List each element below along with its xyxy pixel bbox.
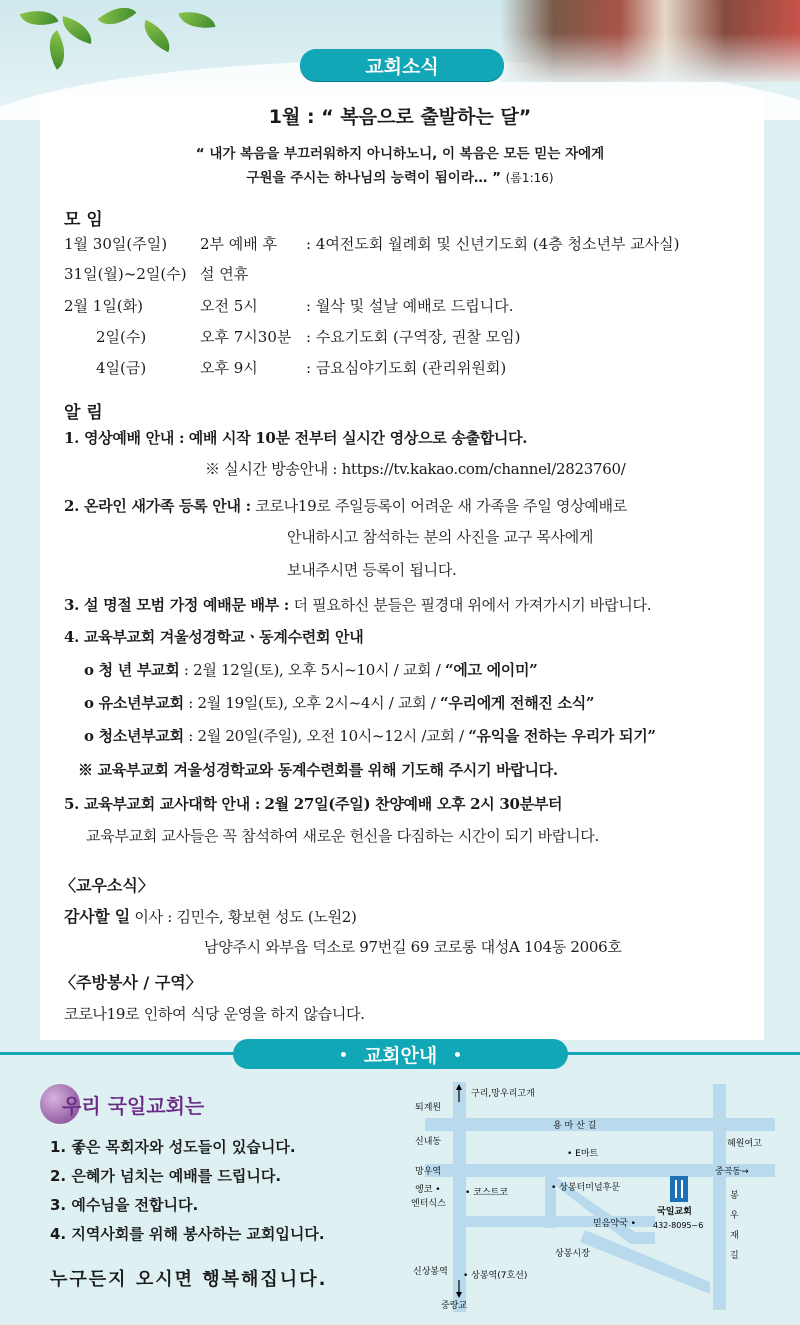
guide-title-text: 교회안내 xyxy=(363,1044,438,1067)
map-label-bongu-3: 재 xyxy=(730,1231,739,1241)
notice-1-label: 1. 영상예배 안내 : xyxy=(64,429,185,447)
map-label-sinsang: 신상봉역 xyxy=(413,1267,448,1277)
camp-detail: : 2월 20일(주일), 오전 10시~12시 /교회 / xyxy=(188,727,469,745)
map-label-pharmacy: 믿음약국 • xyxy=(593,1219,636,1229)
camp-theme: “유익을 전하는 우리가 되기” xyxy=(468,727,656,745)
feature-item: 2. 은혜가 넘치는 예배를 드립니다. xyxy=(50,1167,282,1185)
notice-2-label: 2. 온라인 새가족 등록 안내 : xyxy=(64,497,251,515)
badge-text: 우리 국일교회는 xyxy=(62,1094,205,1118)
map-label-market: 상봉시장 xyxy=(555,1249,590,1259)
map-label-south: 중랑교 xyxy=(441,1301,468,1311)
meeting-time: 오후 7시30분 xyxy=(200,328,292,346)
map-label-sinnae: 신내동 xyxy=(415,1137,442,1147)
camp-item xyxy=(84,692,594,713)
camp-name: o 청 년 부교회 xyxy=(84,661,180,679)
members-heading: 〈교우소식〉 xyxy=(60,876,154,895)
camp-item xyxy=(84,659,537,680)
map-label-phone: 432-8095~6 xyxy=(653,1221,704,1230)
camp-theme: “에고 에이미” xyxy=(444,661,538,679)
church-features xyxy=(50,1133,325,1249)
section-title-news: 교회소식 xyxy=(300,49,504,81)
meeting-date: 1월 30일(주일) xyxy=(64,235,168,253)
pill-dot xyxy=(455,1052,460,1057)
leaf-decoration xyxy=(98,0,137,35)
bible-verse xyxy=(0,142,800,190)
verse-line-2: 구원을 주시는 하나님의 능력이 됨이라… ” (롬1:16) xyxy=(246,170,554,186)
notice-1-text: 예배 시작 10분 전부터 실시간 영상으로 송출합니다. xyxy=(188,429,528,447)
leaf-decoration xyxy=(20,3,59,33)
leaf-decoration xyxy=(58,16,96,44)
meeting-desc: : 4여전도회 월례회 및 신년기도회 (4층 청소년부 교사실) xyxy=(306,235,680,253)
verse-line-1: “ 내가 복음을 부끄러워하지 아니하노니, 이 복음은 모든 믿는 자에게 xyxy=(195,146,605,162)
notice-5-sub: 교육부교회 교사들은 꼭 참석하여 새로운 헌신을 다짐하는 시간이 되기 바랍니다. xyxy=(86,827,599,845)
meeting-time: 오전 5시 xyxy=(200,297,258,315)
notice-3 xyxy=(64,594,651,615)
meeting-date: 31일(월)~2일(수) xyxy=(64,265,187,283)
notice-5-text: 2월 27일(주일) 찬양예배 오후 2시 30분부터 xyxy=(264,795,563,813)
map-label-bongu-2: 우 xyxy=(730,1211,739,1221)
leaf-decoration xyxy=(179,7,216,33)
camp-item xyxy=(84,725,656,746)
feature-item: 3. 예수님을 전합니다. xyxy=(50,1196,199,1214)
verse-reference: (롬1:16) xyxy=(505,171,554,185)
leaf-decoration xyxy=(137,20,176,52)
notice-3-text: 더 필요하신 분들은 필경대 위에서 가져가시기 바랍니다. xyxy=(293,596,652,614)
notice-3-label: 3. 설 명절 모범 가정 예배문 배부 : xyxy=(64,596,290,614)
camp-detail: : 2월 19일(토), 오후 2시~4시 / 교회 / xyxy=(188,694,441,712)
map-label-toegyewon: 퇴계원 xyxy=(415,1103,442,1113)
pill-dot xyxy=(341,1052,346,1057)
meeting-time: 설 연휴 xyxy=(200,265,249,283)
camp-theme: “우리에게 전해진 소식” xyxy=(440,694,595,712)
camp-prayer-note: ※ 교육부교회 겨울성경학교와 동계수련회를 위해 기도해 주시기 바랍니다. xyxy=(78,761,558,779)
notices-heading: 알 림 xyxy=(64,403,103,423)
camp-name: o 유소년부교회 xyxy=(84,694,184,712)
camp-detail: : 2월 12일(토), 오후 5시~10시 / 교회 / xyxy=(183,661,445,679)
meetings-heading: 모 임 xyxy=(64,210,103,230)
map-label-bongu-4: 길 xyxy=(730,1251,739,1261)
choir-photo-fade xyxy=(500,0,800,82)
welcome-message: 누구든지 오시면 행복해집니다. xyxy=(50,1269,328,1290)
feature-item: 1. 좋은 목회자와 성도들이 있습니다. xyxy=(50,1138,296,1156)
notice-5-label: 5. 교육부교회 교사대학 안내 : xyxy=(64,795,261,813)
notice-5 xyxy=(64,793,562,814)
meeting-desc: : 수요기도회 (구역장, 권찰 모임) xyxy=(306,328,521,346)
meeting-time: 2부 예배 후 xyxy=(200,235,278,253)
map-label-junggok: 중곡동→ xyxy=(715,1167,749,1177)
map-label-yongmasan: 용 마 산 길 xyxy=(553,1121,597,1131)
leaf-decoration xyxy=(40,30,74,69)
map-label-bongu-1: 봉 xyxy=(730,1191,739,1201)
meeting-desc: : 월삭 및 설날 예배로 드립니다. xyxy=(306,297,514,315)
meeting-date: 4일(금) xyxy=(96,359,147,377)
map-label-hyewon: 혜원여고 xyxy=(727,1139,762,1149)
notice-4-label: 4. 교육부교회 겨울성경학교ㆍ동계수련회 안내 xyxy=(64,628,364,646)
kitchen-text: 코로나19로 인하여 식당 운영을 하지 않습니다. xyxy=(64,1005,365,1023)
map-label-mangu: 망우역 xyxy=(415,1167,442,1177)
notice-2 xyxy=(64,495,627,516)
meeting-desc: : 금요심야기도회 (관리위원회) xyxy=(306,359,507,377)
map-label-north: 구리,망우리고개 xyxy=(471,1089,535,1099)
road-yongmasan xyxy=(425,1118,775,1131)
thanks-text: 이사 : 김민수, 황보현 성도 (노원2) xyxy=(134,908,357,926)
month-theme-title: 1월 : “ 복음으로 출발하는 달” xyxy=(268,106,532,128)
thanks-label: 감사할 일 xyxy=(64,907,130,926)
church-building-icon xyxy=(670,1176,688,1202)
map-label-enco: 엥코 • xyxy=(415,1185,441,1195)
map-label-terminal: • 상봉터미널후문 xyxy=(551,1183,621,1193)
kitchen-heading: 〈주방봉사 / 구역〉 xyxy=(60,973,202,992)
church-badge xyxy=(40,1084,250,1124)
map-label-sangbong: • 상봉역(7호선) xyxy=(463,1271,528,1281)
notice-2-line2: 안내하시고 참석하는 분의 사진을 교구 목사에게 xyxy=(287,528,594,546)
meeting-date: 2일(수) xyxy=(96,328,147,346)
meeting-date: 2월 1일(화) xyxy=(64,297,144,315)
notice-1 xyxy=(64,427,527,448)
section-title-guide xyxy=(233,1039,568,1069)
member-address: 남양주시 와부읍 덕소로 97번길 69 코로롱 대성A 104동 2006호 xyxy=(204,938,622,956)
notice-2-text: 코로나19로 주일등록이 어려운 새 가족을 주일 영상예배로 xyxy=(255,497,627,515)
road-vertical-right xyxy=(713,1084,726,1310)
map-label-costco: • 코스트코 xyxy=(465,1188,508,1198)
meeting-time: 오후 9시 xyxy=(200,359,258,377)
map-label-entertainment: 엔터식스 xyxy=(411,1199,446,1209)
feature-item: 4. 지역사회를 위해 봉사하는 교회입니다. xyxy=(50,1225,325,1243)
notice-1-sub: ※ 실시간 방송안내 : https://tv.kakao.com/channel/2823760/ xyxy=(205,460,626,478)
thanks-row xyxy=(64,904,357,927)
location-map xyxy=(405,1082,785,1312)
notice-2-line3: 보내주시면 등록이 됩니다. xyxy=(287,561,457,579)
map-label-church: 국일교회 xyxy=(657,1207,692,1217)
camp-name: o 청소년부교회 xyxy=(84,727,184,745)
map-label-emart: • E마트 xyxy=(567,1149,599,1159)
